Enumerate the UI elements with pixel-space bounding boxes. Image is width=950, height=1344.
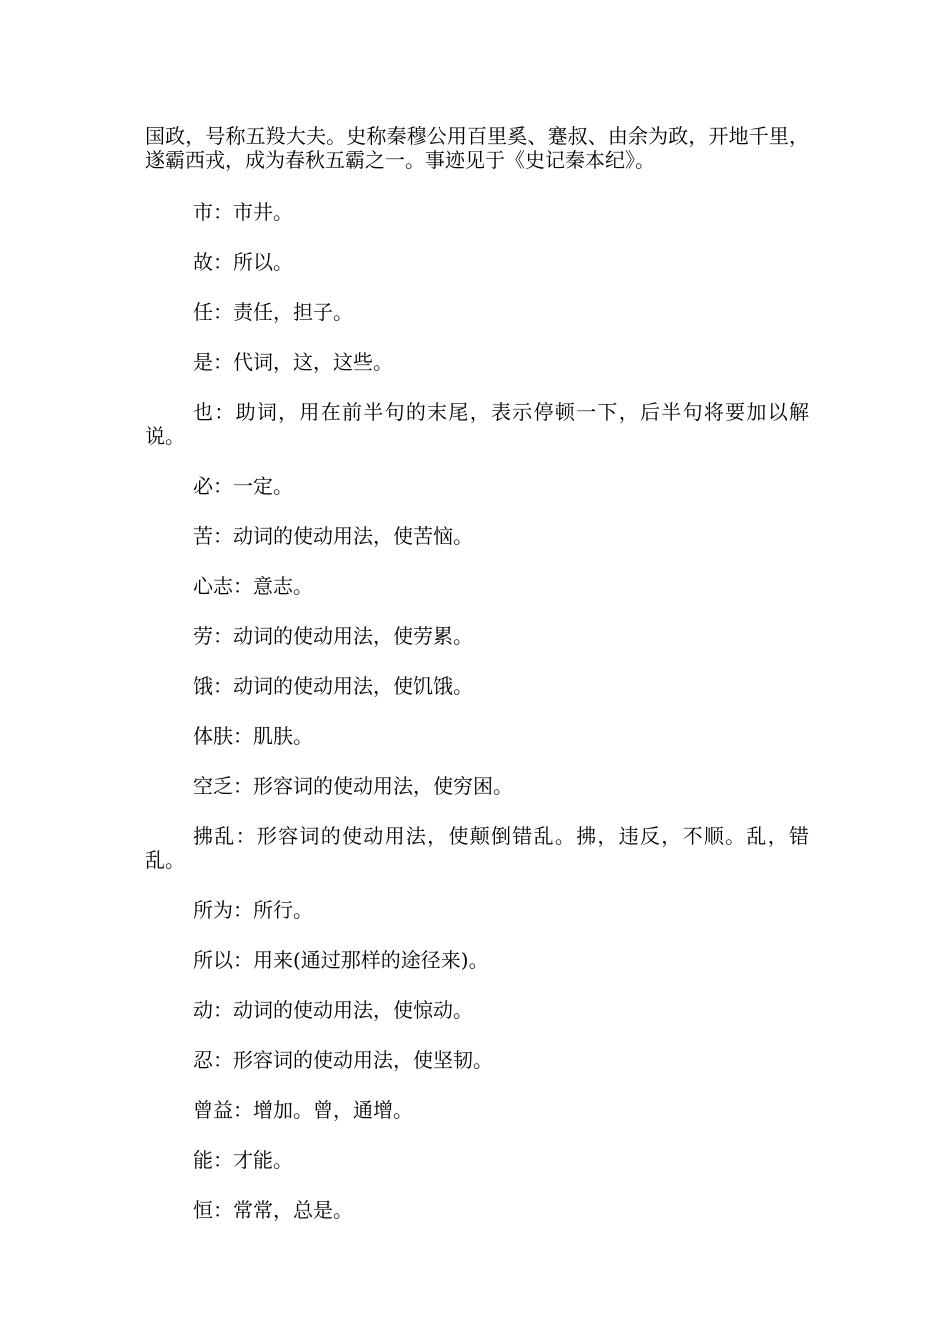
annotation-suoyi: 所以：用来(通过那样的途径来)。 <box>193 948 489 972</box>
annotation-suowei: 所为：所行。 <box>193 898 313 922</box>
annotation-ye: 也：助词，用在前半句的末尾，表示停顿一下，后半句将要加以解说。 <box>145 400 809 448</box>
annotation-gu: 故：所以。 <box>193 250 293 274</box>
annotation-bi: 必：一定。 <box>193 474 293 498</box>
annotation-fuluan: 拂乱：形容词的使动用法，使颠倒错乱。拂，违反，不顺。乱，错乱。 <box>145 824 809 872</box>
annotation-ku: 苦：动词的使动用法，使苦恼。 <box>193 524 473 548</box>
annotation-e: 饿：动词的使动用法，使饥饿。 <box>193 674 473 698</box>
annotation-heng: 恒：常常，总是。 <box>193 1198 353 1222</box>
annotation-ren: 任：责任，担子。 <box>193 300 353 324</box>
annotation-zengyi: 曾益：增加。曾，通增。 <box>193 1098 413 1122</box>
annotation-xinzhi: 心志：意志。 <box>193 574 313 598</box>
annotation-ren-endure: 忍：形容词的使动用法，使坚韧。 <box>193 1048 493 1072</box>
annotation-shi: 市：市井。 <box>193 200 293 224</box>
annotation-dong: 动：动词的使动用法，使惊动。 <box>193 998 473 1022</box>
paragraph-continuation: 国政，号称五羖大夫。史称秦穆公用百里奚、蹇叔、由余为政，开地千里，遂霸西戎，成为春秋五霸之一。事迹见于《史记秦本纪》。 <box>145 124 809 172</box>
annotation-shi-pronoun: 是：代词，这，这些。 <box>193 350 393 374</box>
annotation-neng: 能：才能。 <box>193 1148 293 1172</box>
annotation-tifu: 体肤：肌肤。 <box>193 724 313 748</box>
document-body <box>145 124 809 1248</box>
annotation-kongfa: 空乏：形容词的使动用法，使穷困。 <box>193 774 513 798</box>
annotation-lao: 劳：动词的使动用法，使劳累。 <box>193 624 473 648</box>
